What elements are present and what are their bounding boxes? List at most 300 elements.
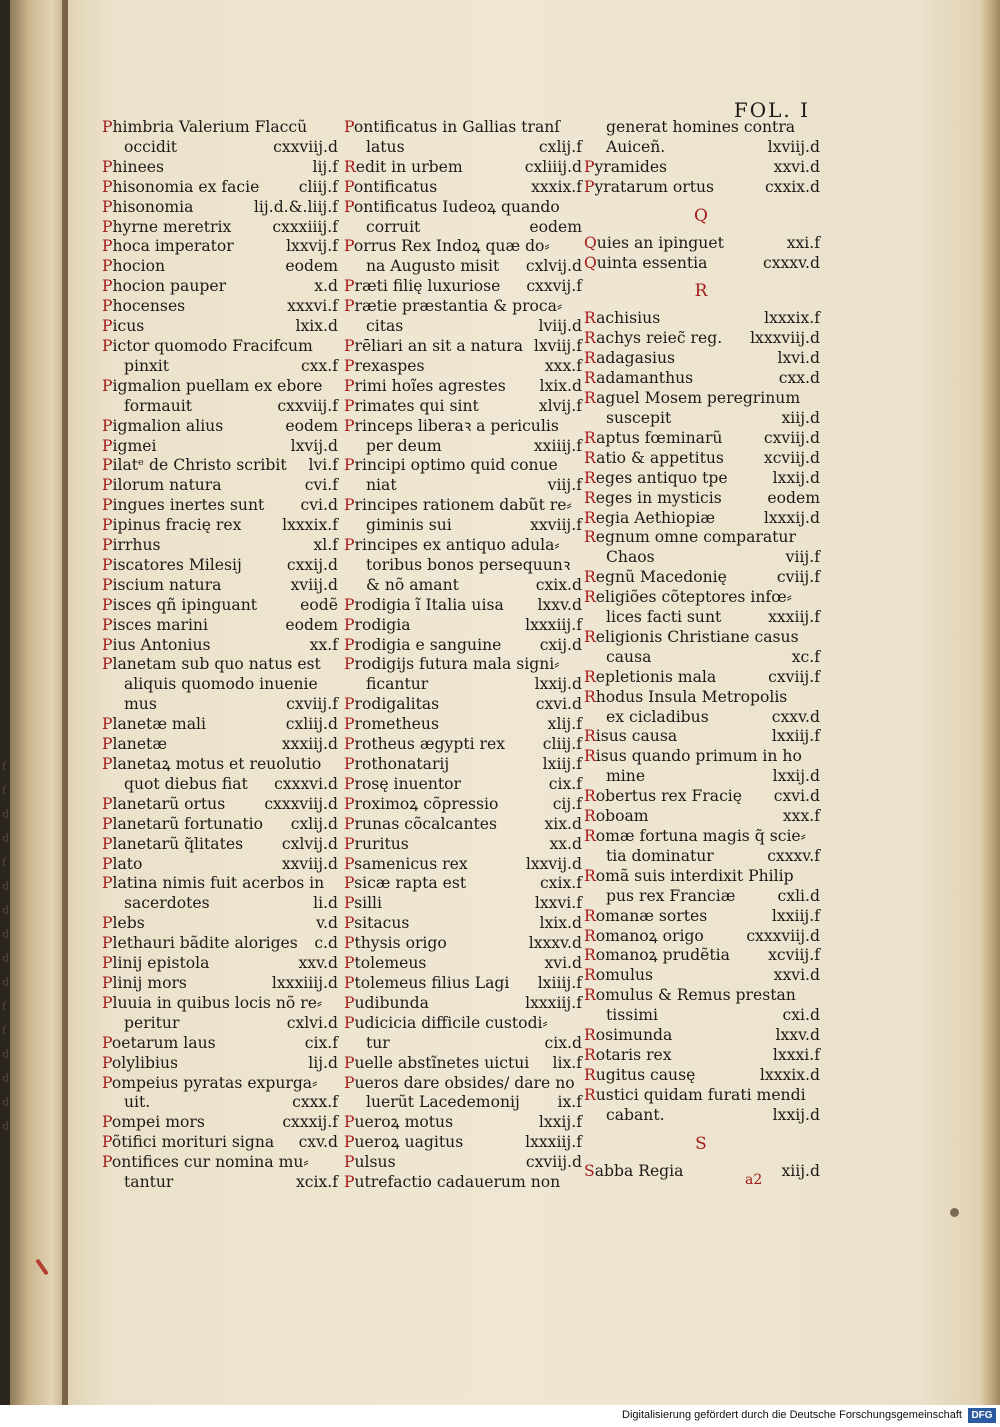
index-entry	[584, 349, 820, 369]
entry-folio-ref: cxlij.d	[290, 814, 338, 833]
entry-term: uit.	[124, 1093, 151, 1112]
entry-folio-ref: cxv.d	[298, 1133, 338, 1152]
entry-folio-ref: lij.d	[308, 1053, 338, 1072]
entry-folio-ref: eodem	[529, 217, 582, 236]
index-entry-continuation	[344, 476, 582, 496]
entry-folio-ref: lxxxiiij.d	[271, 973, 338, 992]
index-entry-continuation	[344, 516, 582, 536]
entry-term: Sabba Regia	[584, 1161, 684, 1180]
entry-folio-ref: cxviij.d	[763, 428, 820, 447]
entry-term: Pius Antonius	[102, 635, 211, 654]
index-entry-continuation	[584, 648, 820, 668]
entry-folio-ref: lxxvij.d	[525, 854, 582, 873]
entry-folio-ref: lxvi.d	[777, 349, 820, 368]
index-entry	[584, 429, 820, 449]
entry-folio-ref: cxxviij.d	[273, 137, 338, 156]
section-letter: R	[694, 281, 710, 302]
entry-folio-ref: cxi.d	[782, 1006, 820, 1025]
entry-term: Proximoꝝ cõpressio	[344, 794, 499, 813]
binding-gutter	[62, 0, 68, 1405]
entry-folio-ref: xl.f	[313, 536, 338, 555]
index-entry	[102, 337, 338, 357]
entry-folio-ref: cix.f	[304, 1033, 338, 1052]
entry-folio-ref: cxxxv.d	[762, 253, 820, 272]
entry-term: Prunas cõcalcantes	[344, 814, 498, 833]
index-entry-continuation	[584, 118, 820, 138]
entry-term: ficantur	[366, 675, 429, 694]
entry-term: tantur	[124, 1173, 174, 1192]
index-entry	[584, 867, 820, 887]
index-entry	[344, 855, 582, 875]
index-entry-continuation	[344, 1093, 582, 1113]
entry-term: Phyrne meretrix	[102, 217, 232, 236]
index-entry-continuation	[584, 887, 820, 907]
index-entry	[584, 1086, 820, 1106]
signature-mark: a2	[745, 1172, 763, 1188]
entry-folio-ref: lvi.f	[308, 456, 338, 475]
index-entry	[344, 1173, 582, 1193]
entry-folio-ref: lxxij.d	[534, 675, 582, 694]
index-entry	[344, 397, 582, 417]
leaf-margin-mark: f	[2, 760, 7, 773]
entry-term: mus	[124, 695, 157, 714]
index-entry	[102, 1054, 338, 1074]
index-entry	[102, 835, 338, 855]
entry-term: Pictor quomodo Fracifcum	[102, 336, 313, 355]
entry-folio-ref: xlvij.f	[538, 396, 582, 415]
entry-term: Putrefactio cadauerum non	[344, 1173, 561, 1192]
entry-folio-ref: cxij.d	[539, 635, 582, 654]
index-entry	[102, 297, 338, 317]
index-entry	[344, 596, 582, 616]
entry-folio-ref: cxvi.d	[535, 695, 582, 714]
entry-term: Risus causa	[584, 727, 678, 746]
index-entry	[102, 1074, 338, 1094]
entry-folio-ref: xxvi.d	[773, 966, 820, 985]
index-entry	[102, 795, 338, 815]
entry-term: Pilorum natura	[102, 476, 222, 495]
entry-term: Rosimunda	[584, 1026, 673, 1045]
entry-term: Phisonomia ex facie	[102, 177, 260, 196]
index-entry	[584, 628, 820, 648]
entry-term: niat	[366, 476, 397, 495]
entry-folio-ref: eodẽ	[300, 595, 338, 614]
index-entry	[584, 927, 820, 947]
index-entry-continuation	[584, 1006, 820, 1026]
entry-term: Rotaris rex	[584, 1045, 672, 1064]
index-entry	[102, 994, 338, 1014]
index-entry	[344, 1133, 582, 1153]
footer-bar	[0, 1405, 1000, 1427]
entry-folio-ref: lxxxij.d	[763, 508, 820, 527]
leaf-margin-mark: f	[2, 1000, 7, 1013]
leaf-margin-mark: d	[2, 904, 10, 917]
index-entry	[344, 795, 582, 815]
entry-term: Phisonomia	[102, 197, 194, 216]
leaf-margin-mark: d	[2, 952, 10, 965]
entry-term: Reges antiquo tpe	[584, 468, 728, 487]
entry-folio-ref: cvi.f	[304, 476, 338, 495]
entry-term: Plethauri bãdite aloriges	[102, 934, 298, 953]
index-entry	[584, 489, 820, 509]
entry-term: Pisces qñ ipinguant	[102, 595, 258, 614]
index-entry	[584, 1026, 820, 1046]
index-entry	[102, 715, 338, 735]
entry-term: Prothonatarij	[344, 755, 450, 773]
index-entry-continuation	[102, 138, 338, 158]
entry-term: Pipinus fracię rex	[102, 516, 242, 535]
index-entry	[102, 596, 338, 616]
entry-term: Pontificatus	[344, 177, 438, 196]
entry-term: Prodigia e sanguine	[344, 635, 502, 654]
leaf-margin-mark: d	[2, 832, 10, 845]
entry-term: Pingues inertes sunt	[102, 496, 265, 515]
index-entry	[584, 1046, 820, 1066]
entry-term: aliquis quomodo inuenie	[124, 675, 318, 694]
entry-folio-ref: viij.f	[785, 548, 820, 567]
entry-folio-ref: cxxviij.f	[277, 396, 338, 415]
index-entry-continuation	[584, 548, 820, 568]
entry-term: Robertus rex Fracię	[584, 787, 743, 806]
entry-term: Rustici quidam furati mendi	[584, 1085, 806, 1104]
index-entry	[102, 257, 338, 277]
index-entry-continuation	[102, 1014, 338, 1034]
index-entry-continuation	[102, 894, 338, 914]
entry-folio-ref: cvi.d	[300, 496, 338, 515]
entry-term: Planetam sub quo natus est	[102, 655, 321, 674]
index-entry	[344, 1113, 582, 1133]
entry-term: Repletionis mala	[584, 667, 717, 686]
entry-folio-ref: lxxvi.f	[534, 894, 582, 913]
entry-term: pinxit	[124, 356, 170, 375]
entry-term: Psitacus	[344, 914, 410, 933]
entry-folio-ref: v.d	[316, 914, 338, 933]
index-entry	[102, 218, 338, 238]
entry-term: Pirrhus	[102, 536, 161, 555]
index-entry	[344, 695, 582, 715]
entry-term: Platina nimis fuit acerbos in	[102, 874, 325, 893]
index-column-2	[344, 118, 582, 1193]
index-entry	[584, 966, 820, 986]
index-entry	[344, 1014, 582, 1034]
entry-term: Pompei mors	[102, 1113, 205, 1132]
index-entry	[344, 198, 582, 218]
index-entry	[584, 178, 820, 198]
entry-folio-ref: xxi.f	[786, 233, 820, 252]
index-entry	[344, 118, 582, 138]
entry-term: Psamenicus rex	[344, 854, 468, 873]
entry-term: Roboam	[584, 807, 649, 826]
entry-folio-ref: xxv.d	[298, 954, 338, 973]
entry-term: Ratio & appetitus	[584, 448, 724, 467]
entry-term: Prodigalitas	[344, 695, 440, 714]
entry-term: Romã suis interdixit Philip	[584, 866, 794, 885]
entry-term: Pompeius pyratas expurga⸗	[102, 1073, 318, 1092]
index-entry	[102, 755, 338, 775]
index-entry	[584, 309, 820, 329]
entry-folio-ref: cxxix.d	[764, 177, 820, 196]
entry-term: Raptus fœminarũ	[584, 428, 723, 447]
entry-folio-ref: cix.d	[544, 1033, 582, 1052]
footer-credit: Digitalisierung gefördert durch die Deutsche Forschungsgemeinschaft	[622, 1409, 962, 1421]
entry-folio-ref: xc.f	[791, 647, 820, 666]
entry-term: Romanæ sortes	[584, 906, 708, 925]
index-entry	[102, 198, 338, 218]
entry-folio-ref: cxvi.d	[773, 787, 820, 806]
entry-folio-ref: lxviij.f	[533, 336, 582, 355]
index-column-1	[102, 118, 338, 1193]
entry-term: Princeps liberaꝛ a periculis	[344, 416, 559, 435]
index-entry	[584, 747, 820, 767]
entry-term: tia dominatur	[606, 846, 714, 865]
entry-term: Pthysis origo	[344, 934, 447, 953]
entry-term: Pontificatus in Gallias tranſ	[344, 118, 561, 136]
entry-folio-ref: lix.f	[552, 1053, 582, 1072]
index-entry	[584, 807, 820, 827]
entry-term: per deum	[366, 436, 442, 455]
index-entry-continuation	[344, 675, 582, 695]
entry-term: Principes ex antiquo adula⸗	[344, 536, 560, 555]
entry-term: Redit in urbem	[344, 157, 463, 176]
entry-folio-ref: xvi.d	[544, 954, 582, 973]
leaf-margin-mark: d	[2, 1048, 10, 1061]
index-entry-continuation	[584, 767, 820, 787]
index-entry-continuation	[102, 1093, 338, 1113]
entry-term: Phocion	[102, 257, 166, 276]
leaf-margin-mark: d	[2, 880, 10, 893]
leaf-margin-mark: f	[2, 856, 7, 869]
index-entry-continuation	[102, 1173, 338, 1193]
entry-folio-ref: lxxxix.f	[282, 516, 338, 535]
index-entry	[584, 986, 820, 1006]
entry-term: Prometheus	[344, 715, 439, 734]
entry-folio-ref: lxiiij.f	[537, 973, 582, 992]
index-entry	[102, 158, 338, 178]
index-entry	[344, 1074, 582, 1094]
index-entry	[344, 178, 582, 198]
index-entry	[102, 417, 338, 437]
leaf-margin-mark: d	[2, 1096, 10, 1109]
index-entry	[344, 815, 582, 835]
entry-term: Rugitus causę	[584, 1065, 696, 1084]
entry-term: generat homines contra	[606, 118, 796, 136]
entry-term: Planetæ	[102, 735, 167, 754]
entry-term: Phinees	[102, 157, 165, 176]
entry-term: Rachisius	[584, 309, 661, 328]
index-entry	[344, 237, 582, 257]
entry-folio-ref: xiij.d	[781, 408, 820, 427]
entry-folio-ref: cij.f	[552, 794, 582, 813]
entry-term: cabant.	[606, 1105, 665, 1124]
index-entry	[344, 755, 582, 775]
entry-folio-ref: cliij.f	[298, 177, 338, 196]
index-entry	[344, 297, 582, 317]
entry-term: Raguel Mosem peregrinum	[584, 389, 801, 408]
leaf-margin-mark: d	[2, 1120, 10, 1133]
entry-term: Radamanthus	[584, 369, 694, 388]
index-entry	[102, 576, 338, 596]
entry-folio-ref: xxxiij.f	[768, 608, 820, 627]
index-entry	[584, 449, 820, 469]
entry-term: Plinij mors	[102, 973, 187, 992]
index-entry-continuation	[102, 397, 338, 417]
index-entry	[102, 974, 338, 994]
entry-term: Pyratarum ortus	[584, 177, 715, 196]
entry-term: Regnũ Macedonię	[584, 568, 727, 587]
entry-folio-ref: lxxxix.f	[764, 309, 820, 328]
entry-term: Picus	[102, 317, 145, 336]
entry-folio-ref: cxxij.d	[286, 555, 338, 574]
entry-term: Phocion pauper	[102, 277, 227, 296]
entry-term: Primi hoĩes agrestes	[344, 376, 506, 395]
entry-folio-ref: cxxxvi.d	[274, 774, 338, 793]
entry-folio-ref: xix.d	[544, 814, 582, 833]
entry-folio-ref: lxix.d	[295, 317, 338, 336]
entry-folio-ref: cxliij.d	[285, 715, 338, 734]
index-entry	[102, 178, 338, 198]
entry-folio-ref: x.d	[314, 277, 338, 296]
index-entry	[584, 254, 820, 274]
entry-folio-ref: lxxv.d	[775, 1026, 820, 1045]
index-entry	[102, 476, 338, 496]
entry-term: Ptolemeus	[344, 954, 427, 973]
index-entry	[102, 874, 338, 894]
entry-term: Romanoꝝ origo	[584, 926, 704, 945]
index-entry	[344, 735, 582, 755]
section-letter: S	[695, 1133, 709, 1154]
entry-term: Poetarum laus	[102, 1033, 216, 1052]
index-entry	[344, 357, 582, 377]
entry-term: Pueroꝝ motus	[344, 1113, 454, 1132]
index-entry-continuation	[344, 1034, 582, 1054]
entry-folio-ref: cxxxviij.d	[746, 926, 820, 945]
section-letter: Q	[694, 205, 710, 226]
entry-folio-ref: cxviij.f	[768, 667, 820, 686]
entry-folio-ref: lxxxiij.f	[525, 1133, 582, 1152]
leaf-margin-mark: f	[2, 1024, 7, 1037]
entry-term: peritur	[124, 1013, 180, 1032]
entry-term: pus rex Franciæ	[606, 886, 736, 905]
entry-folio-ref: viij.f	[547, 476, 582, 495]
index-entry-continuation	[344, 218, 582, 238]
leaf-margin-mark: d	[2, 808, 10, 821]
entry-folio-ref: xxxvi.f	[287, 297, 338, 316]
entry-folio-ref: xviij.d	[290, 575, 338, 594]
entry-folio-ref: xxx.f	[544, 356, 582, 375]
entry-folio-ref: lxxxiij.f	[525, 993, 582, 1012]
index-entry-continuation	[584, 1106, 820, 1126]
entry-term: Pigmalion puellam ex ebore	[102, 376, 323, 395]
leaf-margin-mark: d	[2, 928, 10, 941]
entry-term: Pudicicia difficile custodi⸗	[344, 1013, 548, 1032]
entry-folio-ref: lxxiij.f	[771, 906, 820, 925]
entry-folio-ref: xcviij.f	[768, 946, 820, 965]
entry-folio-ref: cxlvij.d	[281, 834, 338, 853]
entry-term: giminis sui	[366, 516, 452, 535]
entry-folio-ref: xxvi.d	[773, 157, 820, 176]
index-entry	[102, 636, 338, 656]
entry-folio-ref: cxx.d	[778, 369, 820, 388]
index-entry	[584, 1066, 820, 1086]
index-entry-continuation	[344, 556, 582, 576]
entry-folio-ref: cxxxiiij.f	[272, 217, 338, 236]
entry-folio-ref: c.d	[314, 934, 338, 953]
index-entry	[344, 994, 582, 1014]
entry-term: Ptolemeus filius Lagi	[344, 973, 510, 992]
entry-term: causa	[606, 647, 652, 666]
index-entry	[344, 158, 582, 178]
entry-term: Planetarũ ortus	[102, 794, 226, 813]
index-entry	[344, 874, 582, 894]
index-entry	[584, 509, 820, 529]
index-column-3	[584, 118, 820, 1182]
entry-folio-ref: eodem	[285, 615, 338, 634]
index-entry	[344, 456, 582, 476]
entry-folio-ref: cxxxij.f	[282, 1113, 338, 1132]
entry-term: Psicæ rapta est	[344, 874, 467, 893]
entry-term: Romulus	[584, 966, 654, 985]
index-entry	[584, 727, 820, 747]
index-entry	[102, 954, 338, 974]
index-entry	[344, 277, 582, 297]
entry-folio-ref: xxxix.f	[531, 177, 582, 196]
entry-term: Pigmalion alius	[102, 416, 224, 435]
entry-term: Prodigia ĩ Italia uisa	[344, 595, 504, 614]
index-entry-continuation	[344, 138, 582, 158]
entry-term: Religiões cõteptores infœ⸗	[584, 588, 792, 607]
entry-term: Protheus ægypti rex	[344, 735, 506, 754]
entry-folio-ref: lxxxiij.f	[525, 615, 582, 634]
entry-folio-ref: ix.f	[557, 1093, 582, 1112]
index-entry	[344, 536, 582, 556]
entry-term: Romanoꝝ prudẽtia	[584, 946, 730, 965]
entry-term: Prodigijs futura mala signi⸗	[344, 655, 560, 674]
index-entry	[102, 1034, 338, 1054]
index-entry	[344, 934, 582, 954]
entry-term: Principi optimo quid conue	[344, 456, 558, 475]
entry-term: Pontifices cur nomina mu⸗	[102, 1153, 309, 1172]
entry-term: ex cicladibus	[606, 707, 709, 726]
entry-term: quot diebus fiat	[124, 774, 248, 793]
entry-folio-ref: lxviij.d	[767, 137, 820, 156]
index-entry	[102, 536, 338, 556]
entry-term: Psilli	[344, 894, 383, 913]
index-entry	[584, 528, 820, 548]
index-entry	[344, 1153, 582, 1173]
entry-term: toribus bonos persequunꝛ	[366, 555, 571, 574]
entry-folio-ref: cxviij.d	[525, 1153, 582, 1172]
entry-folio-ref: cliij.f	[542, 735, 582, 754]
entry-term: Planetæ mali	[102, 715, 206, 734]
index-entry	[102, 655, 338, 675]
entry-term: Planetarũ fortunatio	[102, 814, 263, 833]
entry-folio-ref: eodem	[285, 416, 338, 435]
entry-term: Phimbria Valerium Flaccũ	[102, 118, 308, 136]
index-entry	[344, 1054, 582, 1074]
entry-term: Polylibius	[102, 1053, 179, 1072]
entry-term: Plato	[102, 854, 143, 873]
entry-term: Pyramides	[584, 157, 668, 176]
index-entry	[344, 974, 582, 994]
index-entry	[102, 437, 338, 457]
entry-folio-ref: xxviij.f	[530, 516, 582, 535]
leaf-margin-mark: d	[2, 976, 10, 989]
entry-term: na Augusto misit	[366, 257, 500, 276]
entry-folio-ref: xx.f	[309, 635, 338, 654]
entry-folio-ref: xxx.f	[782, 807, 820, 826]
index-entry	[102, 118, 338, 138]
entry-term: Præti filię luxuriose	[344, 277, 501, 296]
